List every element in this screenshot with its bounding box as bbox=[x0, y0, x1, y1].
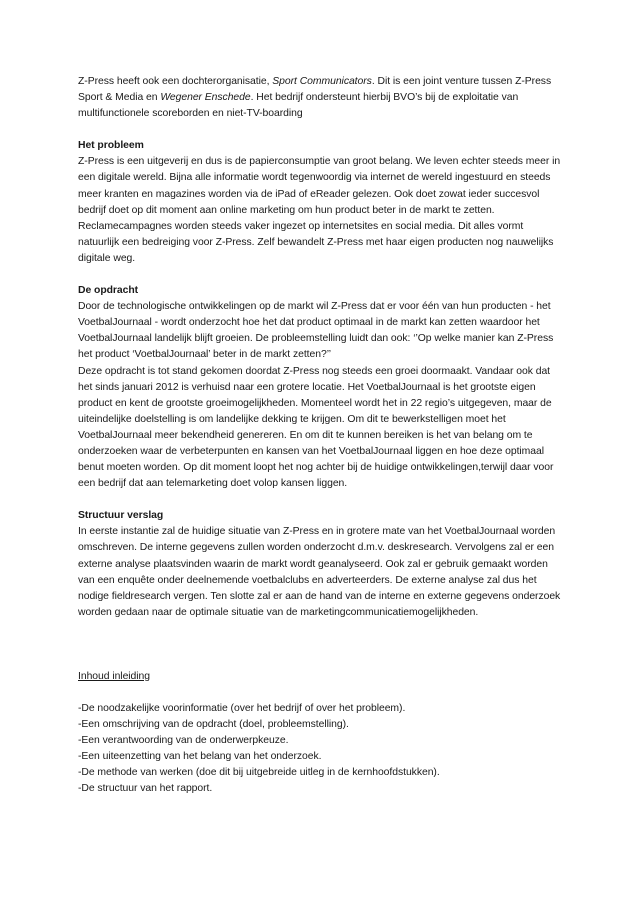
list-item: -De noodzakelijke voorinformatie (over het bedrijf of over het probleem). bbox=[78, 703, 406, 714]
heading-probleem: Het probleem bbox=[78, 140, 144, 152]
heading-opdracht: De opdracht bbox=[78, 285, 139, 297]
list-item: -Een omschrijving van de opdracht (doel, probleemstelling). bbox=[78, 719, 349, 731]
intro-text-3: . Het bedrijf ondersteunt hierbij BVO’s bij de exploitatie van multifunctionele scoreborden en niet-TV-boarding bbox=[78, 92, 519, 120]
section-structuur bbox=[78, 508, 564, 621]
list-item: -Een uiteenzetting van het belang van het onderzoek. bbox=[78, 751, 322, 763]
section-inhoud bbox=[78, 669, 564, 685]
heading-structuur: Structuur verslag bbox=[78, 510, 164, 522]
inhoud-list bbox=[78, 701, 564, 798]
list-item: -De structuur van het rapport. bbox=[78, 783, 213, 795]
section-probleem bbox=[78, 138, 564, 267]
intro-paragraph bbox=[78, 74, 564, 122]
intro-text-2: . Dit is een joint venture tussen Z-Press Sport & Media en bbox=[78, 76, 552, 104]
sport-communicators: Sport Communicators bbox=[272, 76, 372, 87]
list-item: -Een verantwoording van de onderwerpkeuze. bbox=[78, 735, 289, 747]
section-opdracht bbox=[78, 283, 564, 492]
opdracht-paragraph-1: Door de technologische ontwikkelingen op de markt wil Z-Press dat er voor één van hun producten - het VoetbalJournaal - wordt onderzocht hoe het dat product optimaal in de markt kan zetten waardoor het VoetbalJournaal landelijk blijft groeien. De probleemstelling luidt dan ook: ‘’Op welke manier kan Z-Press het product ‘VoetbalJournaal’ beter in de markt zetten?’’ bbox=[78, 301, 554, 361]
heading-inhoud: Inhoud inleiding bbox=[78, 670, 150, 682]
intro-text bbox=[78, 74, 564, 122]
list-item: -De methode van werken (doe dit bij uitgebreide uitleg in de kernhoofdstukken). bbox=[78, 767, 440, 779]
intro-text-1: Z-Press heeft ook een dochterorganisatie, bbox=[78, 76, 273, 87]
wegener-enschede: Wegener Enschede bbox=[160, 92, 251, 104]
probleem-paragraph-1: Z-Press is een uitgeverij en dus is de papierconsumptie van groot belang. We leven echter steeds meer in een digitale wereld. Bijna alle informatie wordt tegenwoordig via internet de wereld ingestuurd en steeds meer kranten en magazines worden via de iPad of eReader gelezen. Ook doet zowat ieder succesvol bedrijf doet op dit moment aan online marketing om hun product beter in de markt te zetten. Reclamecampagnes worden steeds vaker ingezet op internetsites en social media. Dit alles vormt natuurlijk een bedreiging voor Z-Press. Zelf bewandelt Z-Press met haar eigen producten nog nauwelijks digitale weg. bbox=[78, 156, 561, 264]
opdracht-paragraph-2: Deze opdracht is tot stand gekomen doordat Z-Press nog steeds een groei doormaakt. Vandaar ook dat het sinds januari 2012 is verhuisd naar een grotere locatie. Het VoetbalJournaal is het grootste eigen product en kent de grootste groeimogelijkheden. Momenteel wordt het in 22 regio’s uitgegeven, maar de uiteindelijke doelstelling is om landelijke dekking te krijgen. Om dit te bewerkstelligen moet het VoetbalJournaal meer bekendheid genereren. En om dit te kunnen bereiken is het van belang om te onderzoeken waar de verbeterpunten en kansen van het VoetbalJournaal liggen en hoe deze optimaal benut moeten worden. Op dit moment loopt het nog achter bij de huidige ontwikkelingen,terwijl daar voor een bedrijf dat aan telemarketing doet volop kansen liggen. bbox=[78, 365, 554, 490]
document-page bbox=[78, 74, 564, 798]
structuur-paragraph-1: In eerste instantie zal de huidige situatie van Z-Press en in grotere mate van het VoetbalJournaal worden omschreven. De interne gegevens zullen worden onderzocht d.m.v. deskresearch. Vervolgens zal er een externe analyse plaatsvinden waarin de markt wordt geanalyseerd. Ook zal er gebruik gemaakt worden van een enquête onder deelnemende voetbalclubs en adverteerders. De externe analyse zal dus het nodige fieldresearch vergen. Ten slotte zal er aan de hand van de interne en externe gegevens onderzoek worden gedaan naar de optimale situatie van de marketingcommunicatiemogelijkheden. bbox=[78, 526, 561, 618]
spacer bbox=[78, 637, 564, 669]
